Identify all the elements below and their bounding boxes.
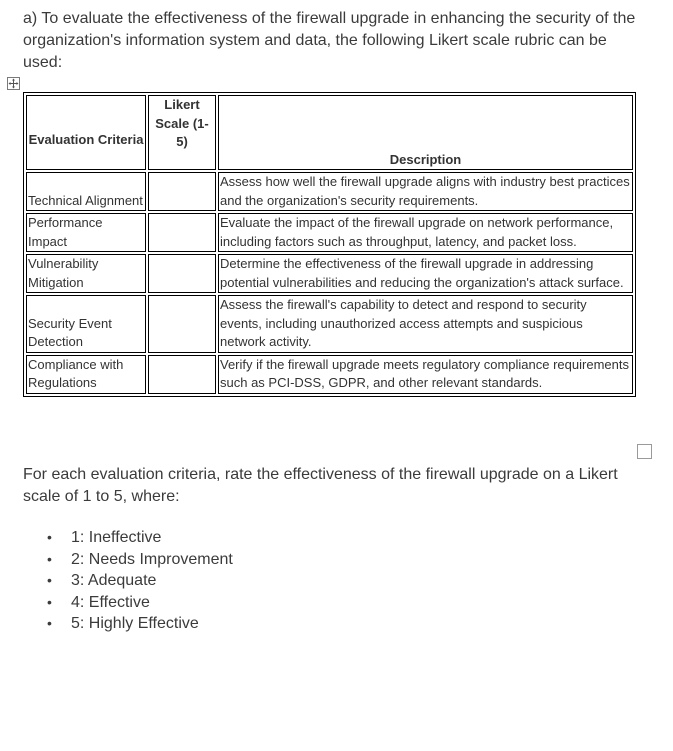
scale-item-label: 4: Effective — [71, 593, 150, 611]
list-item — [23, 592, 233, 614]
likert-rubric-table — [23, 92, 636, 397]
likert-rating-cell[interactable] — [148, 172, 216, 211]
description-cell[interactable]: Assess how well the firewall upgrade aligns with industry best practices and the organization's security requirements. — [218, 172, 633, 211]
table-header-row — [26, 95, 633, 170]
list-item — [23, 549, 233, 571]
scale-item-label: 3: Adequate — [71, 572, 157, 589]
list-item — [23, 527, 233, 549]
bullet-icon: • — [47, 550, 52, 567]
description-cell[interactable]: Verify if the firewall upgrade meets regulatory compliance requirements such as PCI-DSS, GDPR, and other relevant standards. — [218, 355, 633, 394]
criteria-cell[interactable]: Performance Impact — [26, 213, 146, 252]
likert-rating-cell[interactable] — [148, 295, 216, 353]
likert-rating-cell[interactable] — [148, 355, 216, 394]
list-item — [23, 613, 233, 635]
table-row — [26, 254, 633, 293]
table-row — [26, 172, 633, 211]
header-likert-scale[interactable]: Likert Scale (1-5) — [148, 95, 216, 170]
table-row — [26, 295, 633, 353]
criteria-cell[interactable]: Vulnerability Mitigation — [26, 254, 146, 293]
scale-item-label: 5: Highly Effective — [71, 615, 199, 632]
description-cell[interactable]: Evaluate the impact of the firewall upgrade on network performance, including factors such as throughput, latency, and packet loss. — [218, 213, 633, 252]
table-move-handle-icon[interactable] — [7, 77, 20, 90]
criteria-cell[interactable]: Technical Alignment — [26, 172, 146, 211]
scale-item-label: 1: Ineffective — [71, 529, 162, 546]
scale-item-label: 2: Needs Improvement — [71, 550, 233, 568]
likert-rating-cell[interactable] — [148, 254, 216, 293]
likert-rating-cell[interactable] — [148, 213, 216, 252]
bullet-icon: • — [47, 593, 52, 610]
criteria-cell[interactable]: Security Event Detection — [26, 295, 146, 353]
table-row — [26, 213, 633, 252]
description-cell[interactable]: Assess the firewall's capability to detect and respond to security events, including unauthorized access attempts and suspicious network activity. — [218, 295, 633, 353]
header-evaluation-criteria[interactable]: Evaluation Criteria — [26, 95, 146, 170]
header-description[interactable]: Description — [218, 95, 633, 170]
bullet-icon: • — [47, 572, 52, 588]
likert-scale-list — [23, 527, 233, 635]
intro-paragraph: a) To evaluate the effectiveness of the firewall upgrade in enhancing the security of the organization's information system and data, the following Likert scale rubric can be used: — [23, 10, 636, 71]
table-resize-handle[interactable] — [637, 444, 652, 459]
list-item — [23, 570, 233, 592]
bullet-icon: • — [47, 615, 52, 631]
bullet-icon: • — [47, 529, 52, 545]
description-cell[interactable]: Determine the effectiveness of the firewall upgrade in addressing potential vulnerabilities and reducing the organization's attack surface. — [218, 254, 633, 293]
rating-instructions-paragraph: For each evaluation criteria, rate the effectiveness of the firewall upgrade on a Likert scale of 1 to 5, where: — [23, 466, 618, 505]
table-row — [26, 355, 633, 394]
criteria-cell[interactable]: Compliance with Regulations — [26, 355, 146, 394]
